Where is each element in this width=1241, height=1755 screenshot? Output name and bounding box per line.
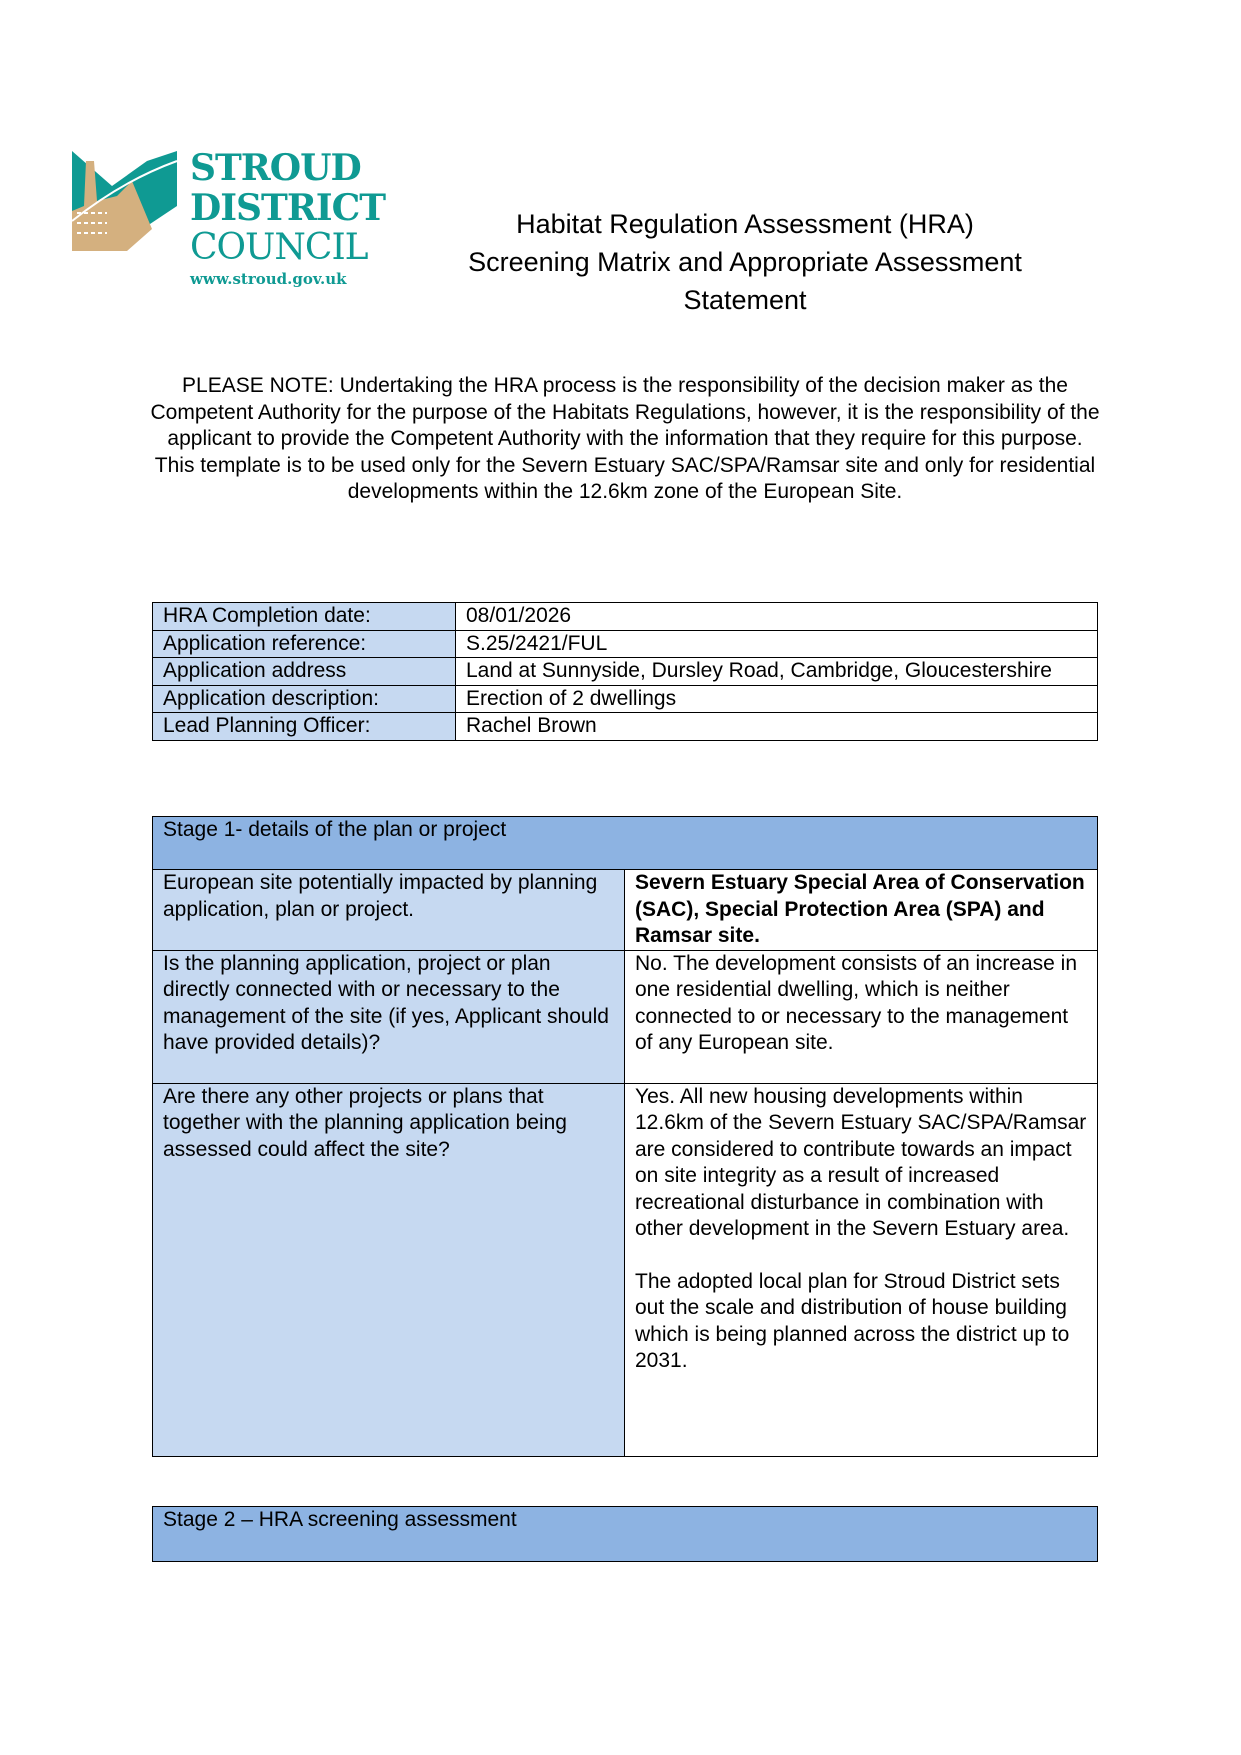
details-label: Lead Planning Officer: xyxy=(153,713,456,741)
details-label: HRA Completion date: xyxy=(153,603,456,631)
logo-line-3: COUNCIL xyxy=(190,227,368,268)
table-row xyxy=(153,1083,1098,1456)
details-label: Application description: xyxy=(153,685,456,713)
stroud-district-council-logo xyxy=(72,147,386,288)
answer-cell: No. The development consists of an increase in one residential dwelling, which is neither connected to or necessary to the management of any European site. xyxy=(625,950,1098,1083)
details-row xyxy=(153,603,1098,631)
table-row xyxy=(153,950,1098,1083)
title-line-2: Screening Matrix and Appropriate Assessment xyxy=(468,247,1022,277)
details-row xyxy=(153,685,1098,713)
logo-line-1: STROUD xyxy=(190,147,361,189)
answer-paragraph-1: Yes. All new housing developments within 12.6km of the Severn Estuary SAC/SPA/Ramsar are considered to contribute towards an impact on site integrity as a result of increased recreational disturbance in combination with other development in the Severn Estuary area. xyxy=(635,1084,1087,1240)
answer-paragraph-2: The adopted local plan for Stroud District sets out the scale and distribution of house building which is being planned across the district up to 2031. xyxy=(635,1269,1070,1372)
table-row xyxy=(153,870,1098,951)
question-cell: Is the planning application, project or plan directly connected with or necessary to the management of the site (if yes, Applicant should have provided details)? xyxy=(153,950,625,1083)
answer-cell: Severn Estuary Special Area of Conservation (SAC), Special Protection Area (SPA) and Ramsar site. xyxy=(625,870,1098,951)
stage2-heading: Stage 2 – HRA screening assessment xyxy=(153,1507,1098,1562)
details-label: Application address xyxy=(153,658,456,686)
logo-url: www.stroud.gov.uk xyxy=(190,270,347,288)
question-cell: Are there any other projects or plans that together with the planning application being assessed could affect the site? xyxy=(153,1083,625,1456)
question-cell: European site potentially impacted by planning application, plan or project. xyxy=(153,870,625,951)
logo-line-2: DISTRICT xyxy=(190,187,386,229)
mill-emblem-icon xyxy=(72,151,187,256)
application-details-table xyxy=(152,602,1098,741)
answer-cell xyxy=(625,1083,1098,1456)
stage1-table xyxy=(152,816,1098,1457)
details-value: Rachel Brown xyxy=(456,713,1098,741)
details-value: S.25/2421/FUL xyxy=(456,630,1098,658)
logo-wordmark xyxy=(190,148,385,290)
details-row xyxy=(153,713,1098,741)
title-line-3: Statement xyxy=(683,285,807,315)
details-label: Application reference: xyxy=(153,630,456,658)
stage2-table xyxy=(152,1506,1098,1562)
details-row xyxy=(153,658,1098,686)
stage1-heading: Stage 1- details of the plan or project xyxy=(153,817,1098,870)
please-note-paragraph: PLEASE NOTE: Undertaking the HRA process is the responsibility of the decision maker as the Competent Authority for the purpose of the Habitats Regulations, however, it is the responsibility of the applicant to provide the Competent Authority with the information that they require for this purpose. This template is to be used only for the Severn Estuary SAC/SPA/Ramsar site and only for residential developments within the 12.6km zone of the European Site. xyxy=(150,374,1100,504)
details-value: Land at Sunnyside, Dursley Road, Cambridge, Gloucestershire xyxy=(456,658,1098,686)
details-value: 08/01/2026 xyxy=(456,603,1098,631)
details-value: Erection of 2 dwellings xyxy=(456,685,1098,713)
document-title xyxy=(420,205,1070,319)
details-row xyxy=(153,630,1098,658)
title-line-1: Habitat Regulation Assessment (HRA) xyxy=(516,209,974,239)
